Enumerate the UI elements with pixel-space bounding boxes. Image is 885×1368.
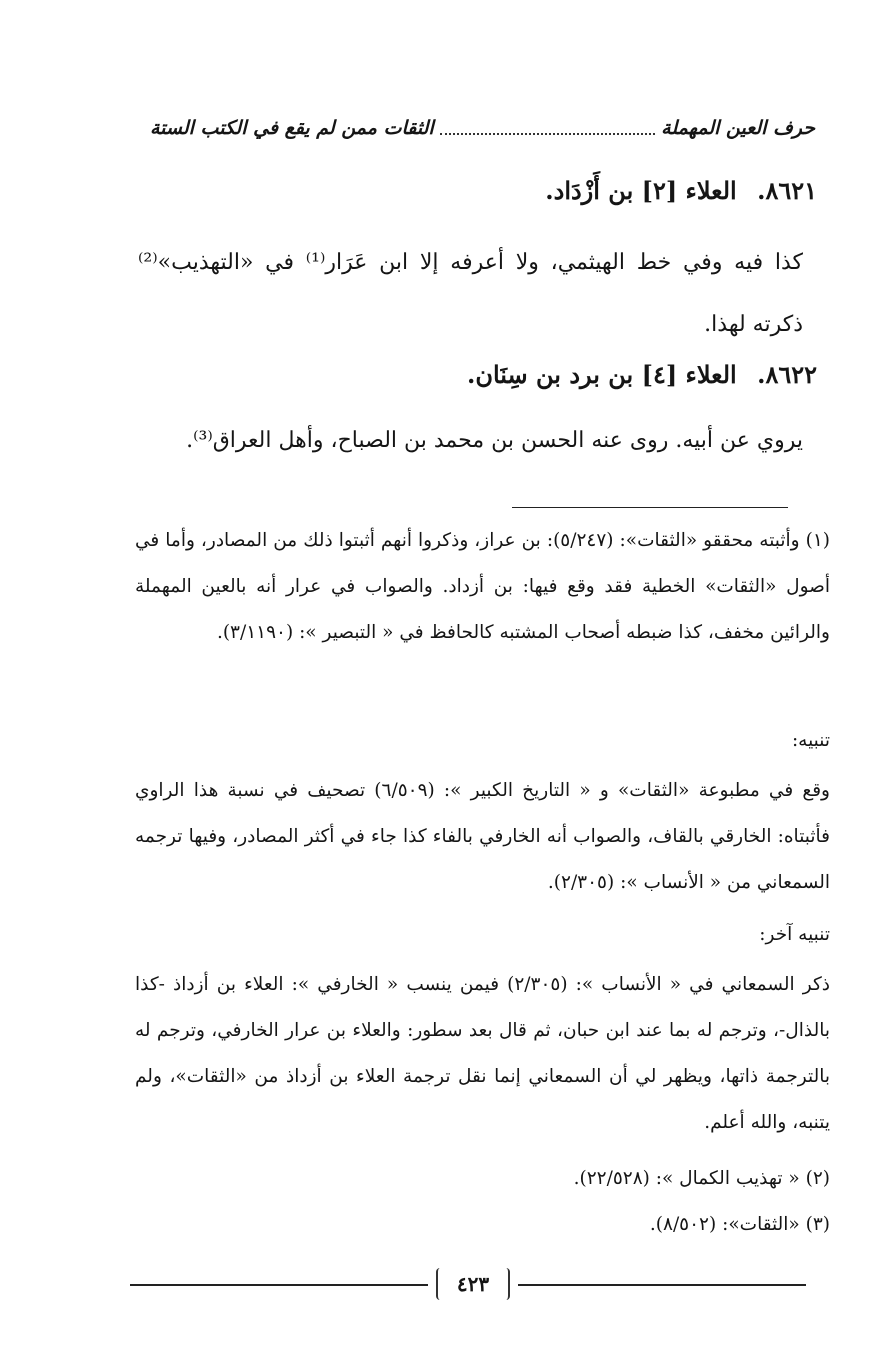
page-number	[430, 1266, 516, 1302]
note-heading: تنبيه آخر:	[759, 924, 830, 945]
entry-number: ٨٦٢٢.	[757, 360, 817, 389]
footer-rule-left	[130, 1284, 428, 1286]
page-number-text: ٤٢٣	[456, 1272, 490, 1296]
entry-heading	[467, 360, 817, 389]
entry-number: ٨٦٢١.	[757, 176, 817, 205]
note-heading: تنبيه:	[791, 730, 830, 751]
entry-name: العلاء [٢] بن أَزْدَاد.	[545, 176, 737, 205]
entry-paragraph: كذا فيه وفي خط الهيثمي، ولا أعرفه إلا ابن عَرَار⁽¹⁾ في «التهذيب»⁽²⁾ ذكرته لهذا.	[138, 250, 804, 337]
footer-rule-right	[518, 1284, 806, 1286]
header-chapter: حرف العين المهملة	[661, 117, 815, 139]
page-number-frame	[436, 1268, 510, 1300]
entry-paragraph: يروي عن أبيه. روى عنه الحسن بن محمد بن الصباح، وأهل العراق⁽³⁾.	[186, 428, 803, 453]
entry-name: العلاء [٤] بن برد بن سِنَان.	[467, 360, 737, 389]
entry-heading	[545, 176, 817, 205]
footnote-2: (٢) « تهذيب الكمال »: (٢٢/٥٢٨).	[573, 1168, 830, 1189]
running-header	[150, 108, 815, 148]
header-dots	[440, 121, 655, 135]
note-paragraph: ذكر السمعاني في « الأنساب »: (٢/٣٠٥) فيمن ينسب « الخارفي »: العلاء بن أزداذ -كذا بالذال-، وترجم له بما عند ابن حبان، ثم قال بعد سطور: والعلاء بن عرار الخارفي، وترجم له بالترجمة ذاتها، ويظهر لي أن السمعاني إنما نقل ترجمة العلاء بن أزداذ من «الثقات»، ولم يتنبه، والله أعلم.	[135, 974, 830, 1133]
header-book-title: الثقات ممن لم يقع في الكتب الستة	[150, 117, 434, 139]
note-paragraph: وقع في مطبوعة «الثقات» و « التاريخ الكبير »: (٦/٥٠٩) تصحيف في نسبة هذا الراوي فأثبتاه: الخارقي بالقاف، والصواب أنه الخارفي بالفاء كذا جاء في أكثر المصادر، وفيها ترجمه السمعاني من « الأنساب »: (٢/٣٠٥).	[135, 780, 830, 893]
footnote-1: (١) وأثبته محققو «الثقات»: (٥/٢٤٧): بن عراز، وذكروا أنهم أثبتوا ذلك من المصادر، وأما في أصول «الثقات» الخطية فقد وقع فيها: بن أزداد. والصواب في عرار أنه بالعين المهملة والرائين مخفف، كذا ضبطه أصحاب المشتبه كالحافظ في « التبصير »: (٣/١١٩٠).	[135, 530, 830, 643]
footnote-3: (٣) «الثقات»: (٨/٥٠٢).	[649, 1214, 830, 1235]
footnote-separator	[512, 507, 788, 508]
